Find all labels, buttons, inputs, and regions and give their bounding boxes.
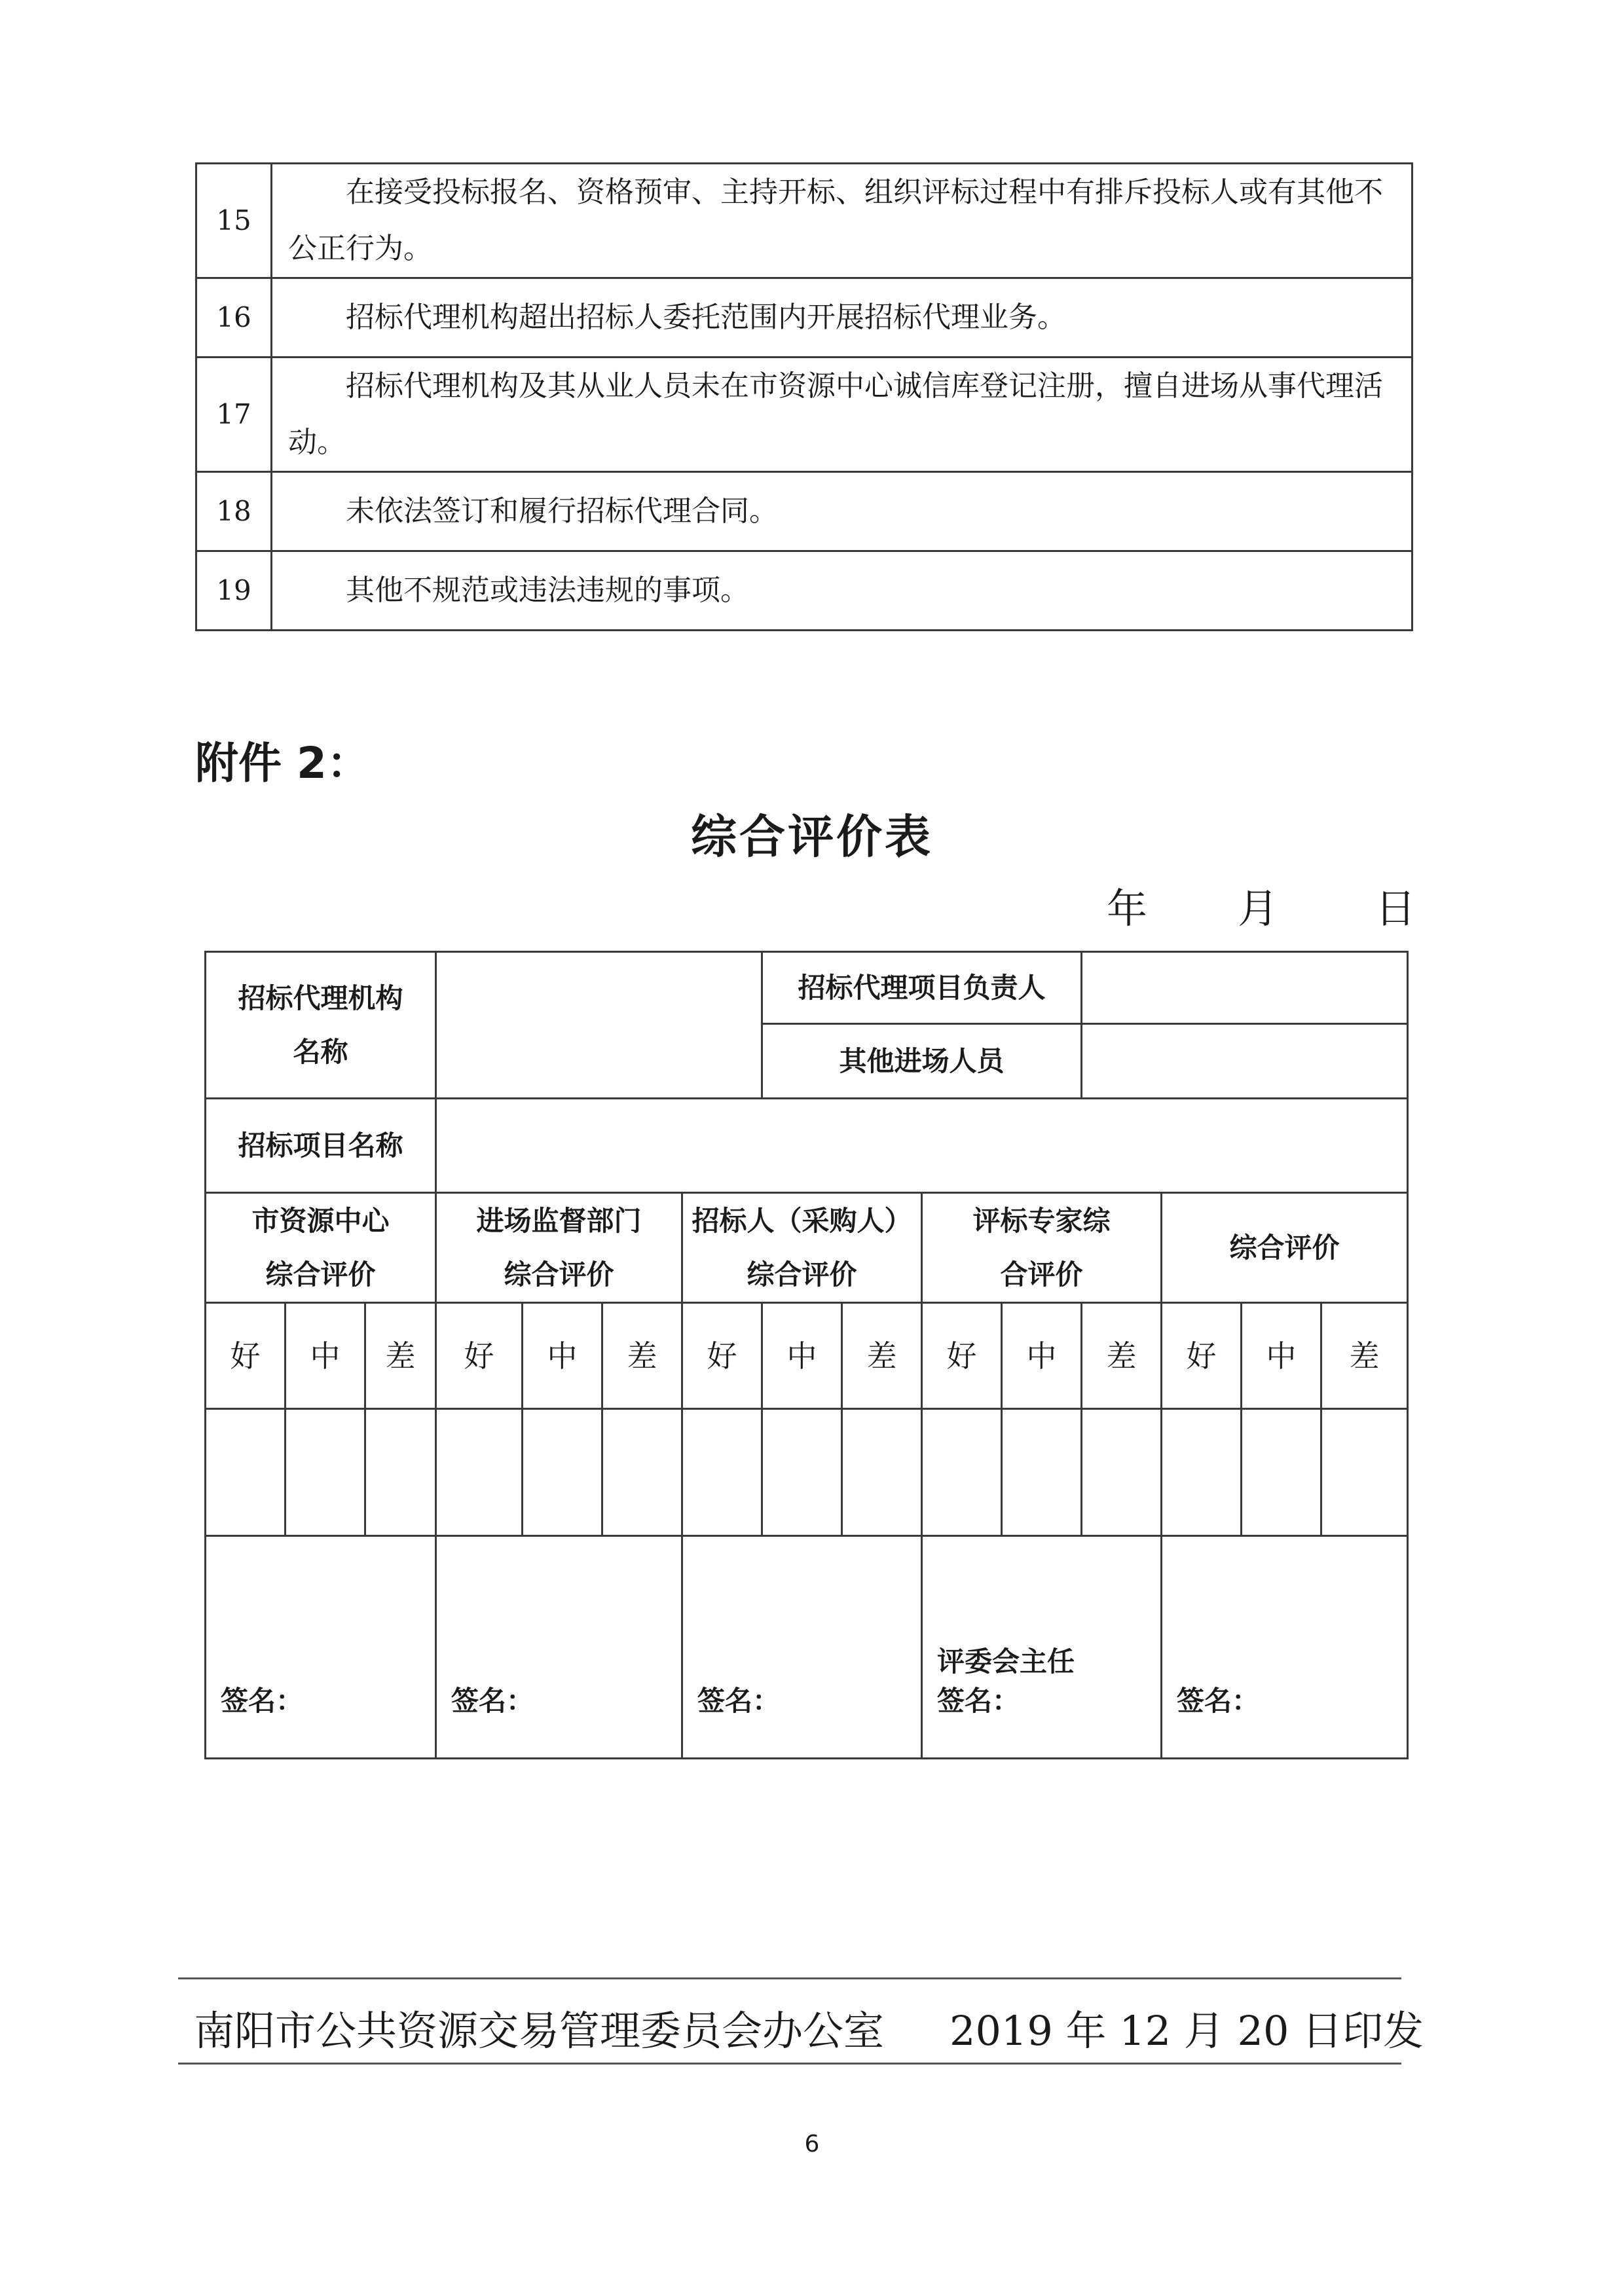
- group-header: 综合评价: [1162, 1193, 1408, 1303]
- group-header: 评标专家综合评价: [922, 1193, 1162, 1303]
- group-header: 进场监督部门综合评价: [436, 1193, 682, 1303]
- rating-cell[interactable]: [286, 1409, 365, 1536]
- page-number: 6: [804, 2131, 820, 2157]
- footer-bottom-rule: [178, 2063, 1401, 2065]
- table-row: [206, 1193, 1408, 1303]
- row-text: 其他不规范或违法违规的事项。: [272, 551, 1412, 631]
- row-number: 19: [196, 551, 272, 631]
- rating-medium-label: 中: [1242, 1303, 1321, 1409]
- rating-good-label: 好: [922, 1303, 1002, 1409]
- signature-cell[interactable]: 签名：: [436, 1536, 682, 1759]
- committee-chair-label: 评委会主任: [937, 1645, 1075, 1678]
- signature-row: [206, 1536, 1408, 1759]
- row-text: 招标代理机构及其从业人员未在市资源中心诚信库登记注册，擅自进场从事代理活动。: [272, 358, 1412, 472]
- group-header: 市资源中心综合评价: [206, 1193, 436, 1303]
- rating-cell[interactable]: [1321, 1409, 1408, 1536]
- rating-poor-label: 差: [365, 1303, 436, 1409]
- rating-poor-label: 差: [602, 1303, 682, 1409]
- rating-cell[interactable]: [206, 1409, 286, 1536]
- table-row: [196, 551, 1412, 631]
- rating-medium-label: 中: [1002, 1303, 1082, 1409]
- project-name-cell[interactable]: [436, 1099, 1408, 1193]
- row-number: 16: [196, 278, 272, 358]
- other-staff-cell[interactable]: [1082, 1024, 1408, 1099]
- project-name-label: 招标项目名称: [206, 1099, 436, 1193]
- attachment-label: 附件 2：: [195, 738, 370, 788]
- agency-name-cell[interactable]: [436, 952, 762, 1099]
- rating-cell[interactable]: [436, 1409, 523, 1536]
- footer-issue-date: 2019 年 12 月 20 日印发: [950, 2007, 1424, 2055]
- footer-organization: 南阳市公共资源交易管理委员会办公室: [194, 2007, 885, 2055]
- date-year-label: 年: [1107, 885, 1148, 932]
- rating-good-label: 好: [436, 1303, 523, 1409]
- rating-poor-label: 差: [1082, 1303, 1162, 1409]
- project-leader-cell[interactable]: [1082, 952, 1408, 1024]
- group-header: 招标人（采购人）综合评价: [682, 1193, 922, 1303]
- rating-cell[interactable]: [762, 1409, 842, 1536]
- signature-cell[interactable]: 签名：: [1162, 1536, 1408, 1759]
- table-row: [206, 1099, 1408, 1193]
- signature-cell[interactable]: 签名：: [682, 1536, 922, 1759]
- rating-cell[interactable]: [922, 1409, 1002, 1536]
- rating-cell[interactable]: [1002, 1409, 1082, 1536]
- signature-cell[interactable]: 签名：: [206, 1536, 436, 1759]
- row-number: 18: [196, 472, 272, 551]
- rating-good-label: 好: [206, 1303, 286, 1409]
- rating-cell[interactable]: [523, 1409, 602, 1536]
- rating-cell[interactable]: [602, 1409, 682, 1536]
- date-month-label: 月: [1238, 885, 1279, 932]
- footer-top-rule: [178, 1977, 1401, 1979]
- row-number: 17: [196, 358, 272, 472]
- violation-list-table: [195, 162, 1413, 631]
- date-day-label: 日: [1375, 885, 1416, 932]
- rating-good-label: 好: [1162, 1303, 1242, 1409]
- form-title: 综合评价表: [691, 809, 933, 864]
- table-row: [196, 164, 1412, 278]
- row-text: 招标代理机构超出招标人委托范围内开展招标代理业务。: [272, 278, 1412, 358]
- rating-good-label: 好: [682, 1303, 762, 1409]
- rating-cell[interactable]: [365, 1409, 436, 1536]
- rating-medium-label: 中: [286, 1303, 365, 1409]
- row-text: 未依法签订和履行招标代理合同。: [272, 472, 1412, 551]
- row-number: 15: [196, 164, 272, 278]
- row-text: 在接受投标报名、资格预审、主持开标、组织评标过程中有排斥投标人或有其他不公正行为。: [272, 164, 1412, 278]
- rating-input-row: [206, 1409, 1408, 1536]
- evaluation-table: [204, 951, 1409, 1759]
- rating-cell[interactable]: [1082, 1409, 1162, 1536]
- rating-medium-label: 中: [762, 1303, 842, 1409]
- rating-poor-label: 差: [1321, 1303, 1408, 1409]
- other-staff-label: 其他进场人员: [762, 1024, 1082, 1099]
- table-row: [196, 472, 1412, 551]
- committee-signature-cell[interactable]: [922, 1536, 1162, 1759]
- agency-name-label-text: 招标代理机构名称: [238, 982, 403, 1068]
- agency-name-label: [206, 952, 436, 1099]
- rating-medium-label: 中: [523, 1303, 602, 1409]
- rating-cell[interactable]: [682, 1409, 762, 1536]
- table-row: [196, 278, 1412, 358]
- project-leader-label: 招标代理项目负责人: [762, 952, 1082, 1024]
- rating-poor-label: 差: [842, 1303, 922, 1409]
- committee-sign-label: 签名：: [937, 1685, 1020, 1717]
- rating-header-row: [206, 1303, 1408, 1409]
- rating-cell[interactable]: [1242, 1409, 1321, 1536]
- rating-cell[interactable]: [842, 1409, 922, 1536]
- table-row: [206, 952, 1408, 1024]
- rating-cell[interactable]: [1162, 1409, 1242, 1536]
- table-row: [196, 358, 1412, 472]
